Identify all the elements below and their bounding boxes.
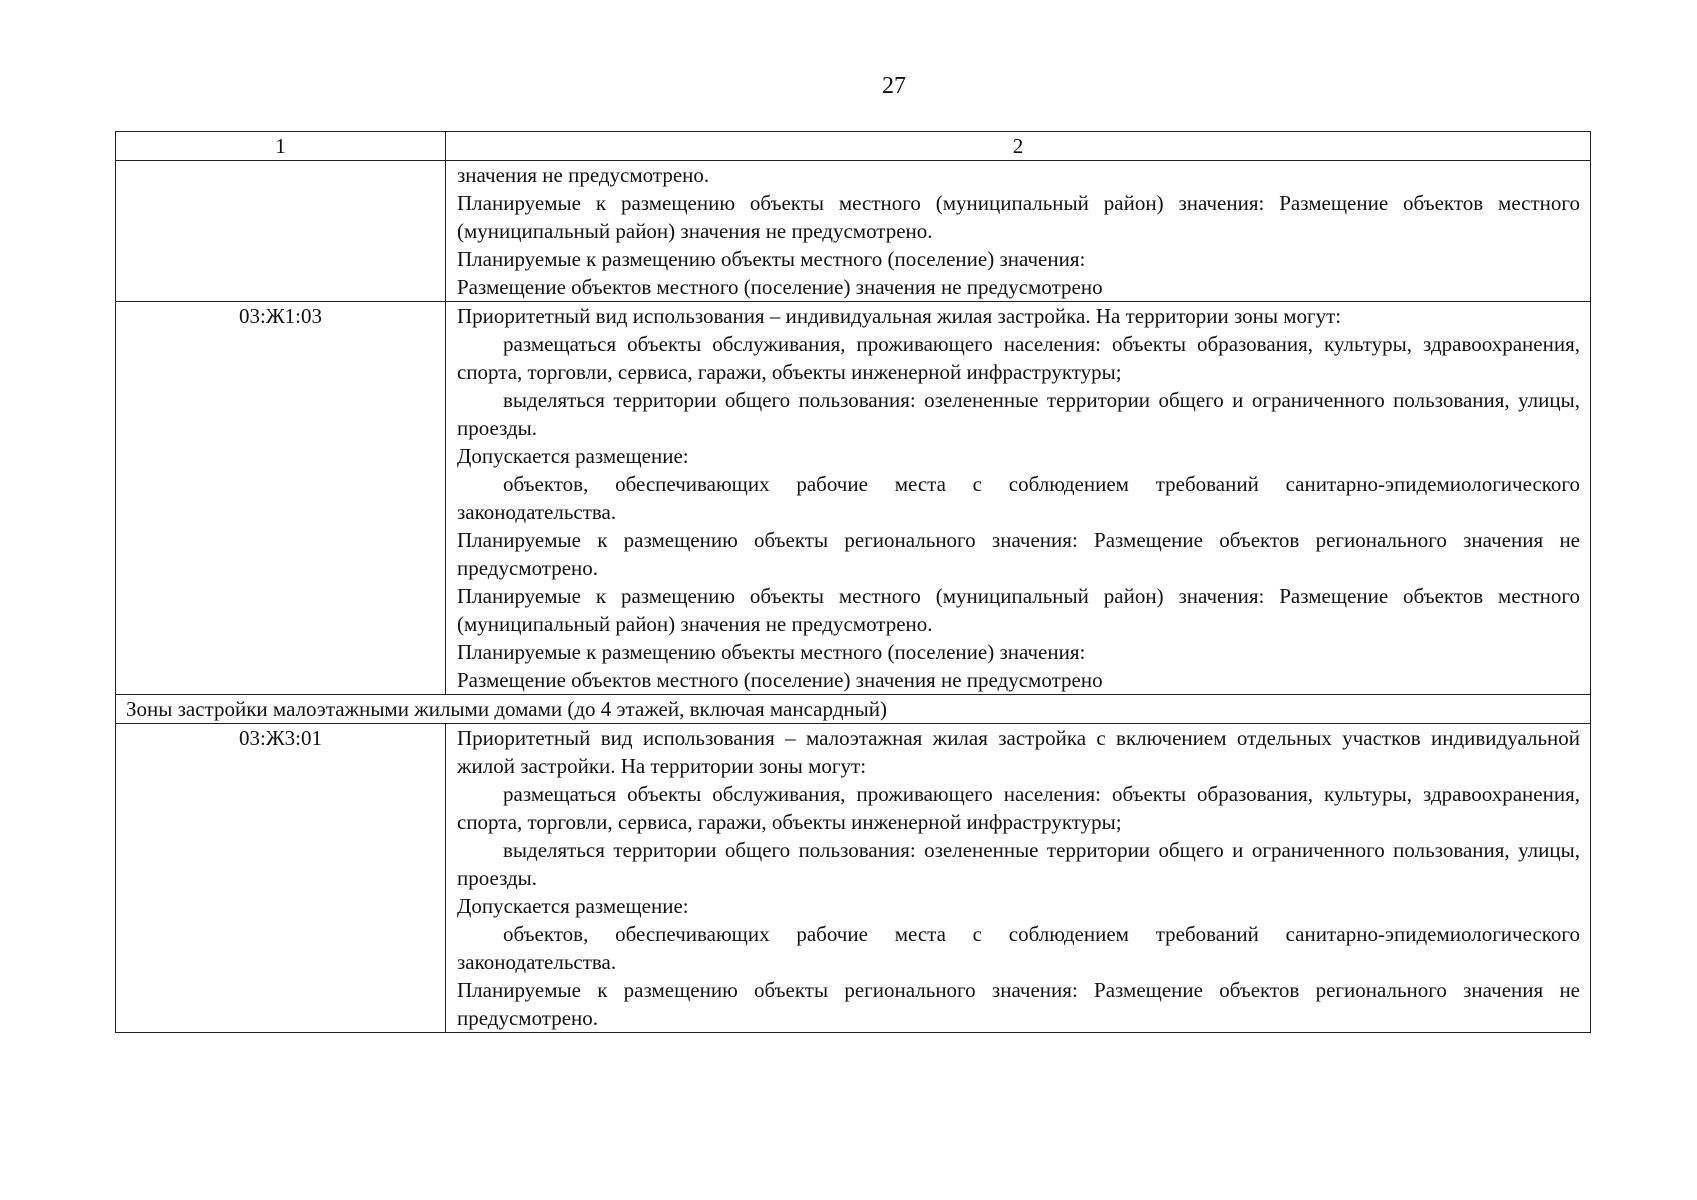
description-paragraph: размещаться объекты обслуживания, проживающего населения: объекты образования, культуры, здравоохранения, спорта, торговли, сервиса, гаражи, объекты инженерной инфраструктуры; — [457, 332, 1580, 384]
description-paragraph: Приоритетный вид использования – малоэтажная жилая застройка с включением отдельных участков индивидуальной жилой застройки. На территории зоны могут: — [457, 726, 1580, 778]
zone-description-cell — [446, 724, 1591, 1033]
description-paragraph: Планируемые к размещению объекты регионального значения: Размещение объектов регионального значения не предусмотрено. — [457, 978, 1580, 1030]
description-paragraph: Допускается размещение: — [457, 444, 689, 468]
table-header-row — [116, 132, 1591, 161]
section-heading: Зоны застройки малоэтажными жилыми домами (до 4 этажей, включая мансардный) — [116, 695, 1591, 724]
description-paragraph: Планируемые к размещению объекты регионального значения: Размещение объектов регионального значения не предусмотрено. — [457, 528, 1580, 580]
description-paragraph: Допускается размещение: — [457, 894, 689, 918]
description-paragraph: значения не предусмотрено. — [457, 163, 710, 187]
page-number: 27 — [882, 73, 906, 99]
table-row — [116, 724, 1591, 1033]
description-paragraph: Размещение объектов местного (поселение) значения не предусмотрено — [457, 668, 1103, 692]
table-row — [116, 302, 1591, 695]
zone-code-cell — [116, 161, 446, 302]
zone-code-cell: 03:Ж1:03 — [116, 302, 446, 695]
description-paragraph: объектов, обеспечивающих рабочие места с соблюдением требований санитарно-эпидемиологического законодательства. — [457, 922, 1580, 974]
table-row — [116, 161, 1591, 302]
description-paragraph: Планируемые к размещению объекты местного (муниципальный район) значения: Размещение объектов местного (муниципальный район) значения не предусмотрено. — [457, 584, 1580, 636]
description-paragraph: выделяться территории общего пользования: озелененные территории общего и ограниченного пользования, улицы, проезды. — [457, 388, 1580, 440]
section-row — [116, 695, 1591, 724]
zone-description-cell — [446, 302, 1591, 695]
description-paragraph: объектов, обеспечивающих рабочие места с соблюдением требований санитарно-эпидемиологического законодательства. — [457, 472, 1580, 524]
description-paragraph: размещаться объекты обслуживания, проживающего населения: объекты образования, культуры, здравоохранения, спорта, торговли, сервиса, гаражи, объекты инженерной инфраструктуры; — [457, 782, 1580, 834]
description-paragraph: Приоритетный вид использования – индивидуальная жилая застройка. На территории зоны могут: — [457, 304, 1342, 328]
zone-description-cell — [446, 161, 1591, 302]
description-paragraph: Планируемые к размещению объекты местного (поселение) значения: — [457, 640, 1086, 664]
description-paragraph: выделяться территории общего пользования: озелененные территории общего и ограниченного пользования, улицы, проезды. — [457, 838, 1580, 890]
column-header-2: 2 — [446, 132, 1591, 161]
description-paragraph: Размещение объектов местного (поселение) значения не предусмотрено — [457, 275, 1103, 299]
description-paragraph: Планируемые к размещению объекты местного (муниципальный район) значения: Размещение объектов местного (муниципальный район) значения не предусмотрено. — [457, 191, 1580, 243]
zone-code-cell: 03:Ж3:01 — [116, 724, 446, 1033]
column-header-1: 1 — [116, 132, 446, 161]
zones-table — [115, 131, 1591, 1033]
description-paragraph: Планируемые к размещению объекты местного (поселение) значения: — [457, 247, 1086, 271]
